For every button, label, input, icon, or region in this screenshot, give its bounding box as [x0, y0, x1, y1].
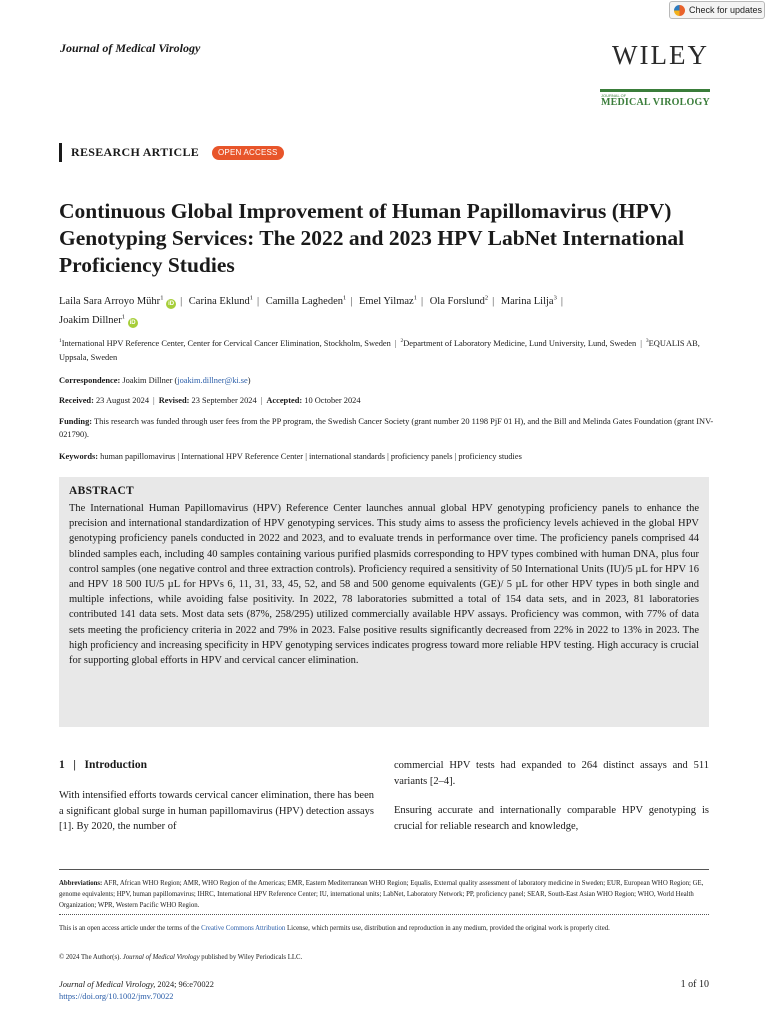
journal-logo-small-text: JOURNAL OF [601, 93, 627, 98]
affiliation-2: Department of Laboratory Medicine, Lund University, Lund, Sweden [403, 338, 637, 348]
funding: Funding: This research was funded through user fees from the PP program, the Swedish Cancer Society (grant number 20 1198 PjF 01 H), and the Bill and Melinda Gates Foundation (grant INV-021790). [59, 417, 714, 439]
open-access-badge: OPEN ACCESS [212, 146, 284, 160]
keywords: Keywords: human papillomavirus | International HPV Reference Center | international standards | proficiency panels | proficiency studies [59, 452, 522, 461]
license-link[interactable]: Creative Commons Attribution [201, 925, 286, 932]
publisher-logo: WILEY [612, 40, 709, 70]
intro-paragraph-right-2: Ensuring accurate and internationally comparable HPV genotyping is crucial for reliable research and knowledge, [394, 805, 709, 832]
crossmark-icon [674, 5, 685, 16]
license-notice: This is an open access article under the terms of the Creative Commons Attribution License, which permits use, distribution and reproduction in any medium, provided the original work is properly cited. [59, 925, 610, 932]
abstract-heading: ABSTRACT [69, 485, 135, 497]
article-type-bar [59, 143, 62, 162]
copyright: © 2024 The Author(s). Journal of Medical Virology published by Wiley Periodicals LLC. [59, 954, 303, 961]
journal-name: Journal of Medical Virology [60, 41, 201, 55]
article-type: RESEARCH ARTICLE [71, 145, 200, 159]
page-number: 1 of 10 [680, 979, 709, 990]
footnote-rule [59, 869, 709, 870]
affiliation-1: International HPV Reference Center, Center for Cervical Cancer Elimination, Stockholm, Sweden [61, 338, 391, 348]
article-title: Continuous Global Improvement of Human Papillomavirus (HPV) Genotyping Services: The 2022 and 2023 HPV LabNet International Proficiency Studies [59, 199, 685, 277]
author[interactable]: Ola Forslund$^2$ [429, 294, 489, 307]
journal-logo [600, 89, 710, 107]
citation-footer: Journal of Medical Virology, 2024; 96:e70022 https://doi.org/10.1002/jmv.70022 [59, 980, 214, 1001]
intro-paragraph-left: With intensified efforts towards cervical cancer elimination, there has been a significant global surge in human papillomavirus (HPV) detection assays [1]. By 2020, the number of [59, 790, 374, 832]
abstract-box [59, 477, 709, 727]
author[interactable]: Joakim Dillner$^1$ [59, 313, 125, 326]
correspondence: Correspondence: Joakim Dillner (joakim.dillner@ki.se) [59, 376, 251, 385]
check-for-updates-button[interactable] [669, 1, 765, 19]
author[interactable]: Laila Sara Arroyo Mühr$^1$ [59, 294, 164, 307]
doi-link[interactable]: https://doi.org/10.1002/jmv.70022 [59, 992, 174, 1001]
author[interactable]: Marina Lilja$^3$ [500, 294, 557, 307]
author[interactable]: Camilla Lagheden$^1$ [265, 294, 347, 307]
correspondence-email-link[interactable]: joakim.dillner@ki.se [177, 376, 248, 385]
section-heading-introduction: 1 | Introduction [59, 759, 147, 771]
affiliation-3: EQUALIS AB, Uppsala, Sweden [59, 338, 700, 362]
author-list: Laila Sara Arroyo Mühr$^1$ iD | Carina Eklund$^1$ | Camilla Lagheden$^1$ | Emel Yilmaz$^1$ | Ola Forslund$^2$ | Marina Lilja$^3$ | Joakim Dillner$^1$ iD [59, 294, 563, 326]
author[interactable]: Emel Yilmaz$^1$ [358, 294, 417, 307]
author[interactable]: Carina Eklund$^1$ [188, 294, 253, 307]
dotted-divider [59, 914, 709, 915]
abstract-text: The International Human Papillomavirus (HPV) Reference Center launches annual global HPV genotyping proficiency panels to enhance the precision and international standardization of HPV genotyping services. This study aims to assess the proficiency levels achieved in the global HPV genotyping proficiency panels conducted in 2022 and 2023, and to evaluate trends in performance over time. The proficiency panels comprised 44 blinded samples each, including 40 samples containing various purified plasmids corresponding to HPV types combined with human DNA, plus four control samples (one negative control and three extraction controls). Proficiency required a sensitivity of 50 International Units (IU)/5 µL for HPV 16 and HPV 18 500 IU/5 µL for HPVs 6, 11, 31, 33, 45, 52, and 58 and 500 genome equivalents (GE)/ 5 µL for other HPV types in both single and multiple infections, while avoiding false positivity. In 2022, 78 laboratories submitted a total of 154 data sets, and in 2023, 81 laboratories contributed 141 data sets. Most data sets (87%, 258/295) utilized commercially available HPV assays. Proficiency was common, with 77% of data sets meeting the proficiency criteria in 2022 and 79% in 2023. False positive results significantly decreased from 22% in 2022 to 13% in 2023. The high proficiency and increasing specificity in HPV genotyping services indicates progress toward more reliable HPV testing. High accuracy is crucial for supporting global efforts in HPV and cervical cancer elimination. [69, 503, 699, 667]
check-for-updates-label: Check for updates [689, 5, 763, 15]
abbreviations: Abbreviations: AFR, African WHO Region; AMR, WHO Region of the Americas; EMR, Eastern Mediterranean WHO Region; Equalis, External quality assessment of laboratory medicine in Sweden; EUR, European WHO Region; GE, genome equivalents; HPV, human papillomavirus; IHRC, International HPV Reference Center; IU, international units; LabNet, Laboratory Network; PP, proficiency panel; SEAR, South-East Asian WHO Region; WHO, World Health Organization; WPR, Western Pacific WHO Region. [59, 880, 704, 909]
orcid-icon[interactable]: iD [168, 300, 175, 307]
orcid-icon[interactable]: iD [129, 320, 136, 326]
intro-paragraph-right-1: commercial HPV tests had expanded to 264 distinct assays and 511 variants [2–4]. [394, 760, 709, 787]
article-dates: Received: 23 August 2024 | Revised: 23 September 2024 | Accepted: 10 October 2024 [59, 396, 361, 405]
affiliations: $^1$International HPV Reference Center, Center for Cervical Cancer Elimination, Stockholm, Sweden | $^2$Department of Laboratory Medicine, Lund University, Lund, Sweden | $^3$EQUALIS AB, Uppsala, Sweden [59, 338, 700, 362]
journal-logo-text: MEDICAL VIROLOGY [601, 97, 710, 108]
